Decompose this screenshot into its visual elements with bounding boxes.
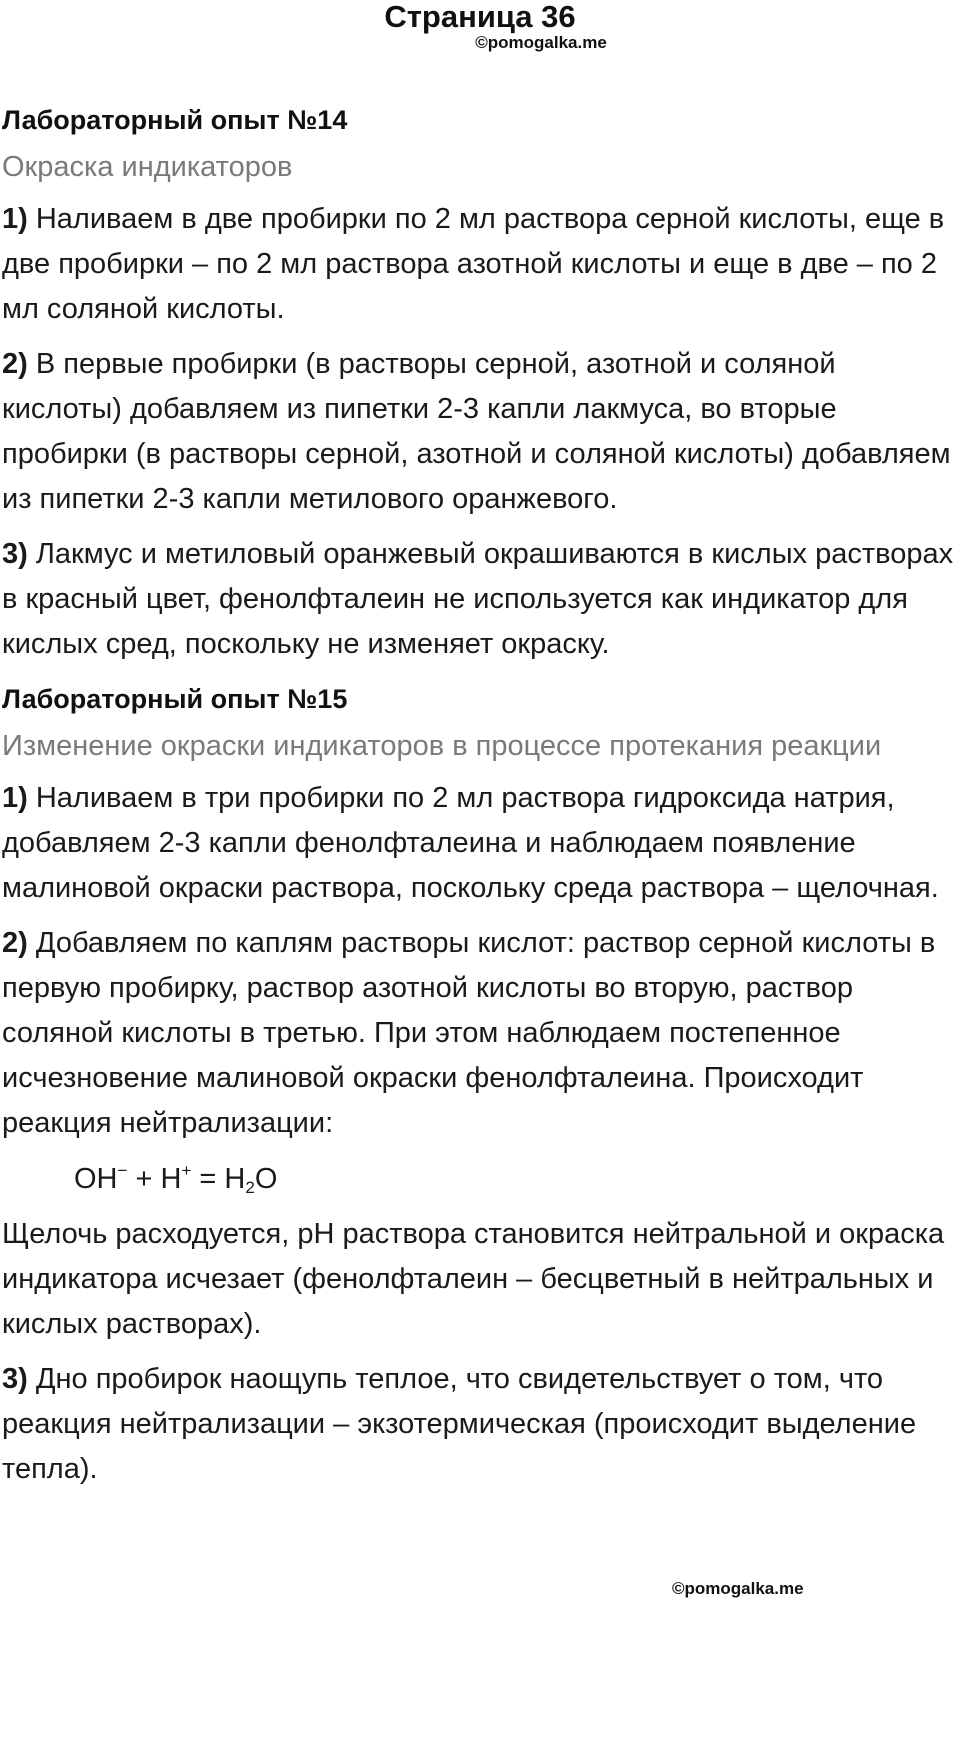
step-text: Лакмус и метиловый оранжевый окрашиваются в кислых растворах в красный цвет, фенолфталеин не используется как индикатор для кислых сред, поскольку не изменяет окраску. [2,538,954,660]
formula-oh-charge: − [117,1161,128,1180]
lab15-step-2 [2,921,958,1146]
lab15-subtitle: Изменение окраски индикаторов в процессе протекания реакции [2,730,882,762]
formula-subscript: 2 [245,1178,255,1197]
document-body [2,100,958,1502]
lab14-step-3 [2,532,958,667]
lab14-step-2 [2,342,958,522]
step-text: Наливаем в три пробирки по 2 мл раствора гидроксида натрия, добавляем 2-3 капли фенолфталеина и наблюдаем появление малиновой окраски раствора, поскольку среда раствора – щелочная. [2,782,939,904]
step-text: Дно пробирок наощупь теплое, что свидетельствует о том, что реакция нейтрализации – экзотермическая (происходит выделение тепла). [2,1363,917,1485]
step-number: 3) [2,1363,28,1395]
step-number: 1) [2,203,28,235]
step-text: Добавляем по каплям растворы кислот: раствор серной кислоты в первую пробирку, раствор азотной кислоты во вторую, раствор соляной кислоты в третью. При этом наблюдаем постепенное исчезновение малиновой окраски фенолфталеина. Происходит реакция нейтрализации: [2,927,936,1139]
neutralization-equation [2,1156,958,1202]
lab14-step-1 [2,197,958,332]
step-number: 1) [2,782,28,814]
step-text: В первые пробирки (в растворы серной, азотной и соляной кислоты) добавляем из пипетки 2-3 капли лакмуса, во вторые пробирки (в растворы серной, азотной и соляной кислоты) добавляем из пипетки 2-3 капли метилового оранжевого. [2,348,951,515]
lab15-step-3 [2,1357,958,1492]
formula-equals-h: = H [191,1163,246,1195]
watermark-bottom: ©pomogalka.me [672,1579,804,1598]
lab15-heading: Лабораторный опыт №15 [2,684,348,714]
formula-h-charge: + [181,1161,192,1180]
watermark: ©pomogalka.me [475,33,607,52]
page-title: Страница 36 [384,0,576,34]
formula-plus-h: + H [127,1163,182,1195]
formula-oh: OH [74,1163,118,1195]
formula-o: O [254,1163,278,1195]
step-number: 2) [2,927,28,959]
lab14-subtitle: Окраска индикаторов [2,151,293,183]
step-number: 2) [2,348,28,380]
lab14-heading: Лабораторный опыт №14 [2,105,348,135]
lab15-conclusion: Щелочь расходуется, pH раствора становится нейтральной и окраска индикатора исчезает (фенолфталеин – бесцветный в нейтральных и кислых растворах). [2,1218,945,1340]
step-text: Наливаем в две пробирки по 2 мл раствора серной кислоты, еще в две пробирки – по 2 мл раствора азотной кислоты и еще в две – по 2 мл соляной кислоты. [2,203,945,325]
lab15-step-1 [2,776,958,911]
step-number: 3) [2,538,28,570]
